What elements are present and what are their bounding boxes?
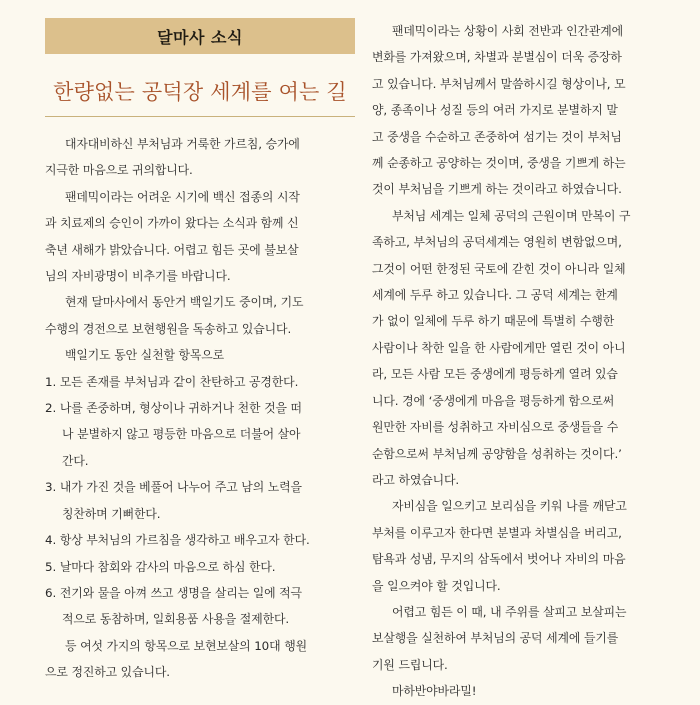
text-line: 축년 새해가 밝았습니다. 어렵고 힘든 곳에 불보살 [45, 242, 299, 257]
paragraph-compassion [372, 493, 684, 599]
text-line: 그것이 어떤 한정된 국토에 갇힌 것이 아니라 일체 [372, 261, 626, 276]
paragraph-prayer-wish [372, 599, 684, 678]
right-body [372, 18, 684, 705]
list-item: 1. 모든 존재를 부처님과 같이 찬탄하고 공경한다. [45, 374, 299, 389]
list-item: 6. 전기와 물을 아껴 쓰고 생명을 살리는 일에 적극 [45, 585, 302, 600]
text-line: 부처를 이루고자 한다면 분별과 차별심을 버리고, [372, 525, 622, 540]
text-line: 고 중생을 수순하고 존중하여 섬기는 것이 부처님 [372, 129, 622, 144]
list-item: 4. 항상 부처님의 가르침을 생각하고 배우고자 한다. [45, 533, 310, 548]
text-line: 팬데믹이라는 어려운 시기에 백신 접종의 시작 [65, 189, 300, 204]
text-line: 자비심을 일으키고 보리심을 키워 나를 깨닫고 [392, 499, 627, 514]
text-line: 수행의 경전으로 보현행원을 독송하고 있습니다. [45, 321, 292, 336]
text-line: 라고 하였습니다. [372, 472, 460, 487]
text-line: 을 일으켜야 할 것입니다. [372, 578, 501, 593]
text-line: 지극한 마음으로 귀의합니다. [45, 163, 193, 178]
text-line: 라, 모든 사람 모든 중생에게 평등하게 열려 있습 [372, 367, 618, 382]
paragraph-vows [45, 633, 355, 686]
paragraph-pandemic [372, 18, 684, 203]
text-line: 기원 드립니다. [372, 657, 448, 672]
section-label: 달마사 소식 [45, 18, 355, 54]
text-line: 변화를 가져왔으며, 차별과 분별심이 더욱 증장하 [372, 50, 622, 65]
headline-divider [45, 116, 355, 117]
text-line: 고 있습니다. 부처님께서 말씀하시길 형상이나, 모 [372, 76, 626, 91]
text-line: 것이 부처님을 기쁘게 하는 것이라고 하였습니다. [372, 182, 622, 197]
text-line: 현재 달마사에서 동안거 백일기도 중이며, 기도 [65, 295, 304, 310]
text-line: 세계에 두루 하고 있습니다. 그 공덕 세계는 한계 [372, 288, 618, 303]
text-line: 대자대비하신 부처님과 거룩한 가르침, 승가에 [65, 137, 300, 151]
closing-phrase: 마하반야바라밀! [392, 684, 477, 699]
text-line: 과 치료제의 승인이 가까이 왔다는 소식과 함께 신 [45, 216, 299, 231]
text-line: 양, 종족이나 성질 등의 여러 가지로 분별하지 말 [372, 103, 618, 118]
list-item: 3. 내가 가진 것을 베풀어 나누어 주고 남의 노력을 [45, 480, 302, 495]
text-line: 족하고, 부처님의 공덕세계는 영원히 변함없으며, [372, 235, 622, 250]
text-line: 님의 자비광명이 비추기를 바랍니다. [45, 269, 231, 284]
paragraph-prayer [45, 289, 355, 342]
text-line: 사람이나 착한 일을 한 사람에게만 열린 것이 아니 [372, 340, 626, 355]
practice-list [45, 369, 355, 633]
paragraph-buddha-world [372, 203, 684, 493]
list-item-continuation: 칭찬하며 기뻐한다. [62, 506, 161, 521]
list-item-continuation: 적으로 동참하며, 일회용품 사용을 절제한다. [62, 612, 290, 627]
paragraph-refuge [45, 131, 355, 184]
paragraph-practice-intro: 백일기도 동안 실천할 항목으로 [65, 348, 225, 363]
text-line: 어렵고 힘든 이 때, 내 주위를 살피고 보살피는 [392, 604, 627, 619]
text-line: 원만한 자비를 성취하고 자비심으로 중생들을 수 [372, 420, 619, 435]
text-line: 니다. 경에 ‘중생에게 마음을 평등하게 함으로써 [372, 393, 615, 408]
text-line: 께 순종하고 공양하는 것이며, 중생을 기쁘게 하는 [372, 156, 626, 171]
text-line: 가 없이 일체에 두루 하기 때문에 특별히 수행한 [372, 314, 615, 329]
paragraph-new-year [45, 184, 355, 290]
text-line: 보살행을 실천하여 부처님의 공덕 세계에 들기를 [372, 631, 619, 646]
list-item: 5. 날마다 참회와 감사의 마음으로 하심 한다. [45, 559, 276, 574]
left-body [45, 131, 355, 686]
list-item-continuation: 나 분별하지 않고 평등한 마음으로 더불어 살아 [62, 427, 301, 442]
text-line: 으로 정진하고 있습니다. [45, 665, 170, 680]
list-item: 2. 나를 존중하며, 형상이나 귀하거나 천한 것을 떠 [45, 401, 302, 416]
text-line: 부처님 세계는 일체 공덕의 근원이며 만복이 구 [392, 208, 631, 223]
text-line: 팬데믹이라는 상황이 사회 전반과 인간관계에 [392, 24, 624, 38]
text-line: 탐욕과 성냄, 무지의 삼독에서 벗어나 자비의 마음 [372, 552, 626, 567]
headline: 한량없는 공덕장 세계를 여는 길 [53, 80, 347, 104]
right-column [372, 18, 684, 705]
left-column [45, 18, 355, 686]
text-line: 순함으로써 부처님께 공양함을 성취하는 것이다.’ [372, 446, 622, 461]
list-item-continuation: 간다. [62, 453, 89, 468]
text-line: 등 여섯 가지의 항목으로 보현보살의 10대 행원 [65, 638, 307, 653]
